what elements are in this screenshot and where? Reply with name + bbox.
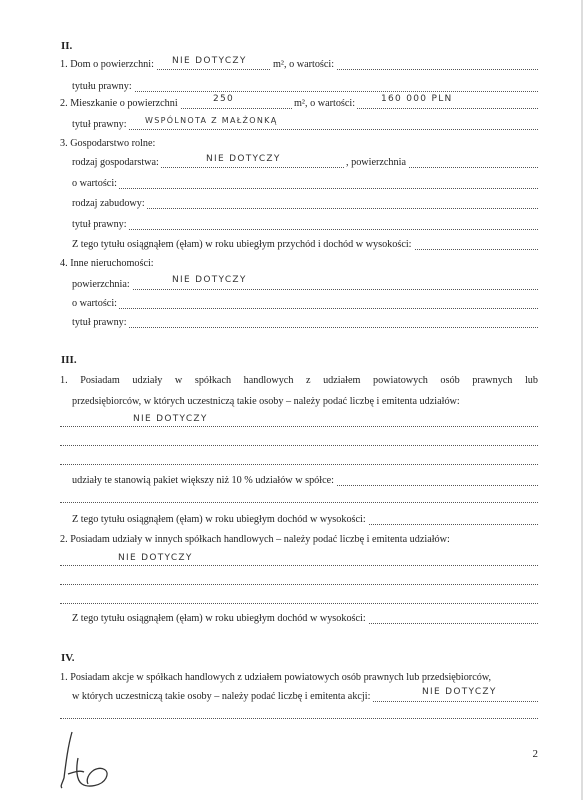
flat-area-handwriting: 250: [213, 94, 235, 104]
other-shares-income-line: [72, 612, 538, 626]
farm-build-line: [72, 197, 538, 211]
shares-fill-2: [60, 444, 538, 446]
signature-initials: [58, 728, 118, 790]
farm-heading: 3. Gospodarstwo rolne:: [60, 138, 156, 149]
other-property-heading-line: [60, 257, 538, 271]
section-iv-heading: IV.: [61, 652, 75, 664]
other-title-line: [72, 316, 538, 330]
stocks-line-1: [60, 671, 543, 685]
other-property-heading: 4. Inne nieruchomości:: [60, 258, 154, 269]
stocks-line-1-text: 1. Posiadam akcje w spółkach handlowych z udziałem powiatowych osób prawnych lub przedsiębiorców,: [60, 672, 492, 683]
flat-unit-label: m², o wartości:: [294, 98, 356, 109]
farm-income-label: Z tego tytułu osiągnąłem (ęłam) w roku ubiegłym przychód i dochód w wysokości:: [72, 239, 412, 250]
flat-area-line: [60, 97, 538, 111]
flat-value-handwriting: 160 000 PLN: [381, 94, 453, 104]
other-shares-fill-2: [60, 583, 538, 585]
section-ii-heading: II.: [61, 40, 73, 52]
other-value-line: [72, 297, 538, 311]
house-title-line: [72, 80, 538, 94]
shares-line-2: [72, 395, 538, 409]
shares-income-line: [72, 513, 538, 527]
flat-title-handwriting: WSPÓLNOTA Z MAŁŻONKĄ: [145, 116, 278, 125]
shares-line-2-text: przedsiębiorców, w których uczestniczą takie osoby – należy podać liczbę i emitenta udziałów:: [72, 396, 460, 407]
house-area-line: [60, 58, 538, 72]
farm-heading-line: [60, 137, 538, 151]
other-shares-income-label: Z tego tytułu osiągnąłem (ęłam) w roku ubiegłym dochód w wysokości:: [72, 613, 366, 624]
other-area-label: powierzchnia:: [72, 279, 130, 290]
farm-value-line: [72, 177, 538, 191]
section-iii-heading: III.: [61, 354, 77, 366]
farm-area-label: , powierzchnia: [346, 157, 406, 168]
other-shares-line: [60, 533, 538, 547]
stocks-handwriting: NIE DOTYCZY: [422, 687, 497, 697]
farm-title-line: [72, 218, 538, 232]
farm-build-label: rodzaj zabudowy:: [72, 198, 145, 209]
stocks-line-2-text: w których uczestniczą takie osoby – należy podać liczbę i emitenta akcji:: [72, 691, 371, 702]
shares-fill-1: [60, 425, 538, 427]
shares-pct-label: udziały te stanowią pakiet większy niż 10 % udziałów w spółce:: [72, 475, 334, 486]
house-title-label: tytułu prawny:: [72, 81, 132, 92]
shares-income-label: Z tego tytułu osiągnąłem (ęłam) w roku ubiegłym dochód w wysokości:: [72, 514, 366, 525]
other-value-label: o wartości:: [72, 298, 117, 309]
farm-type-handwriting: NIE DOTYCZY: [206, 154, 281, 164]
farm-type-line: [72, 156, 538, 170]
other-shares-fill-3: [60, 602, 538, 604]
farm-type-label: rodzaj gospodarstwa:: [72, 157, 159, 168]
farm-title-label: tytuł prawny:: [72, 219, 127, 230]
shares-pct-line: [72, 474, 538, 488]
other-area-handwriting: NIE DOTYCZY: [172, 275, 247, 285]
shares-handwriting: NIE DOTYCZY: [133, 414, 208, 424]
flat-title-label: tytuł prawny:: [72, 119, 127, 130]
stocks-fill: [60, 717, 538, 719]
other-shares-label: 2. Posiadam udziały w innych spółkach handlowych – należy podać liczbę i emitenta udziałów:: [60, 534, 450, 545]
house-unit-label: m², o wartości:: [273, 59, 335, 70]
flat-title-line: [72, 118, 538, 132]
other-shares-handwriting: NIE DOTYCZY: [118, 553, 193, 563]
other-shares-fill-1: [60, 564, 538, 566]
shares-fill-3: [60, 463, 538, 465]
shares-pct-fill: [60, 501, 538, 503]
other-area-line: [72, 278, 538, 292]
farm-income-line: [72, 238, 538, 252]
other-title-label: tytuł prawny:: [72, 317, 127, 328]
farm-value-label: o wartości:: [72, 178, 117, 189]
house-area-handwriting: NIE DOTYCZY: [172, 56, 247, 66]
shares-line-1: 1. Posiadam udziały w spółkach handlowych z udziałem powiatowych osób prawnych lub: [60, 375, 538, 386]
flat-area-label: 2. Mieszkanie o powierzchni: [60, 98, 178, 109]
page-number: 2: [532, 748, 538, 760]
house-area-label: 1. Dom o powierzchni:: [60, 59, 154, 70]
